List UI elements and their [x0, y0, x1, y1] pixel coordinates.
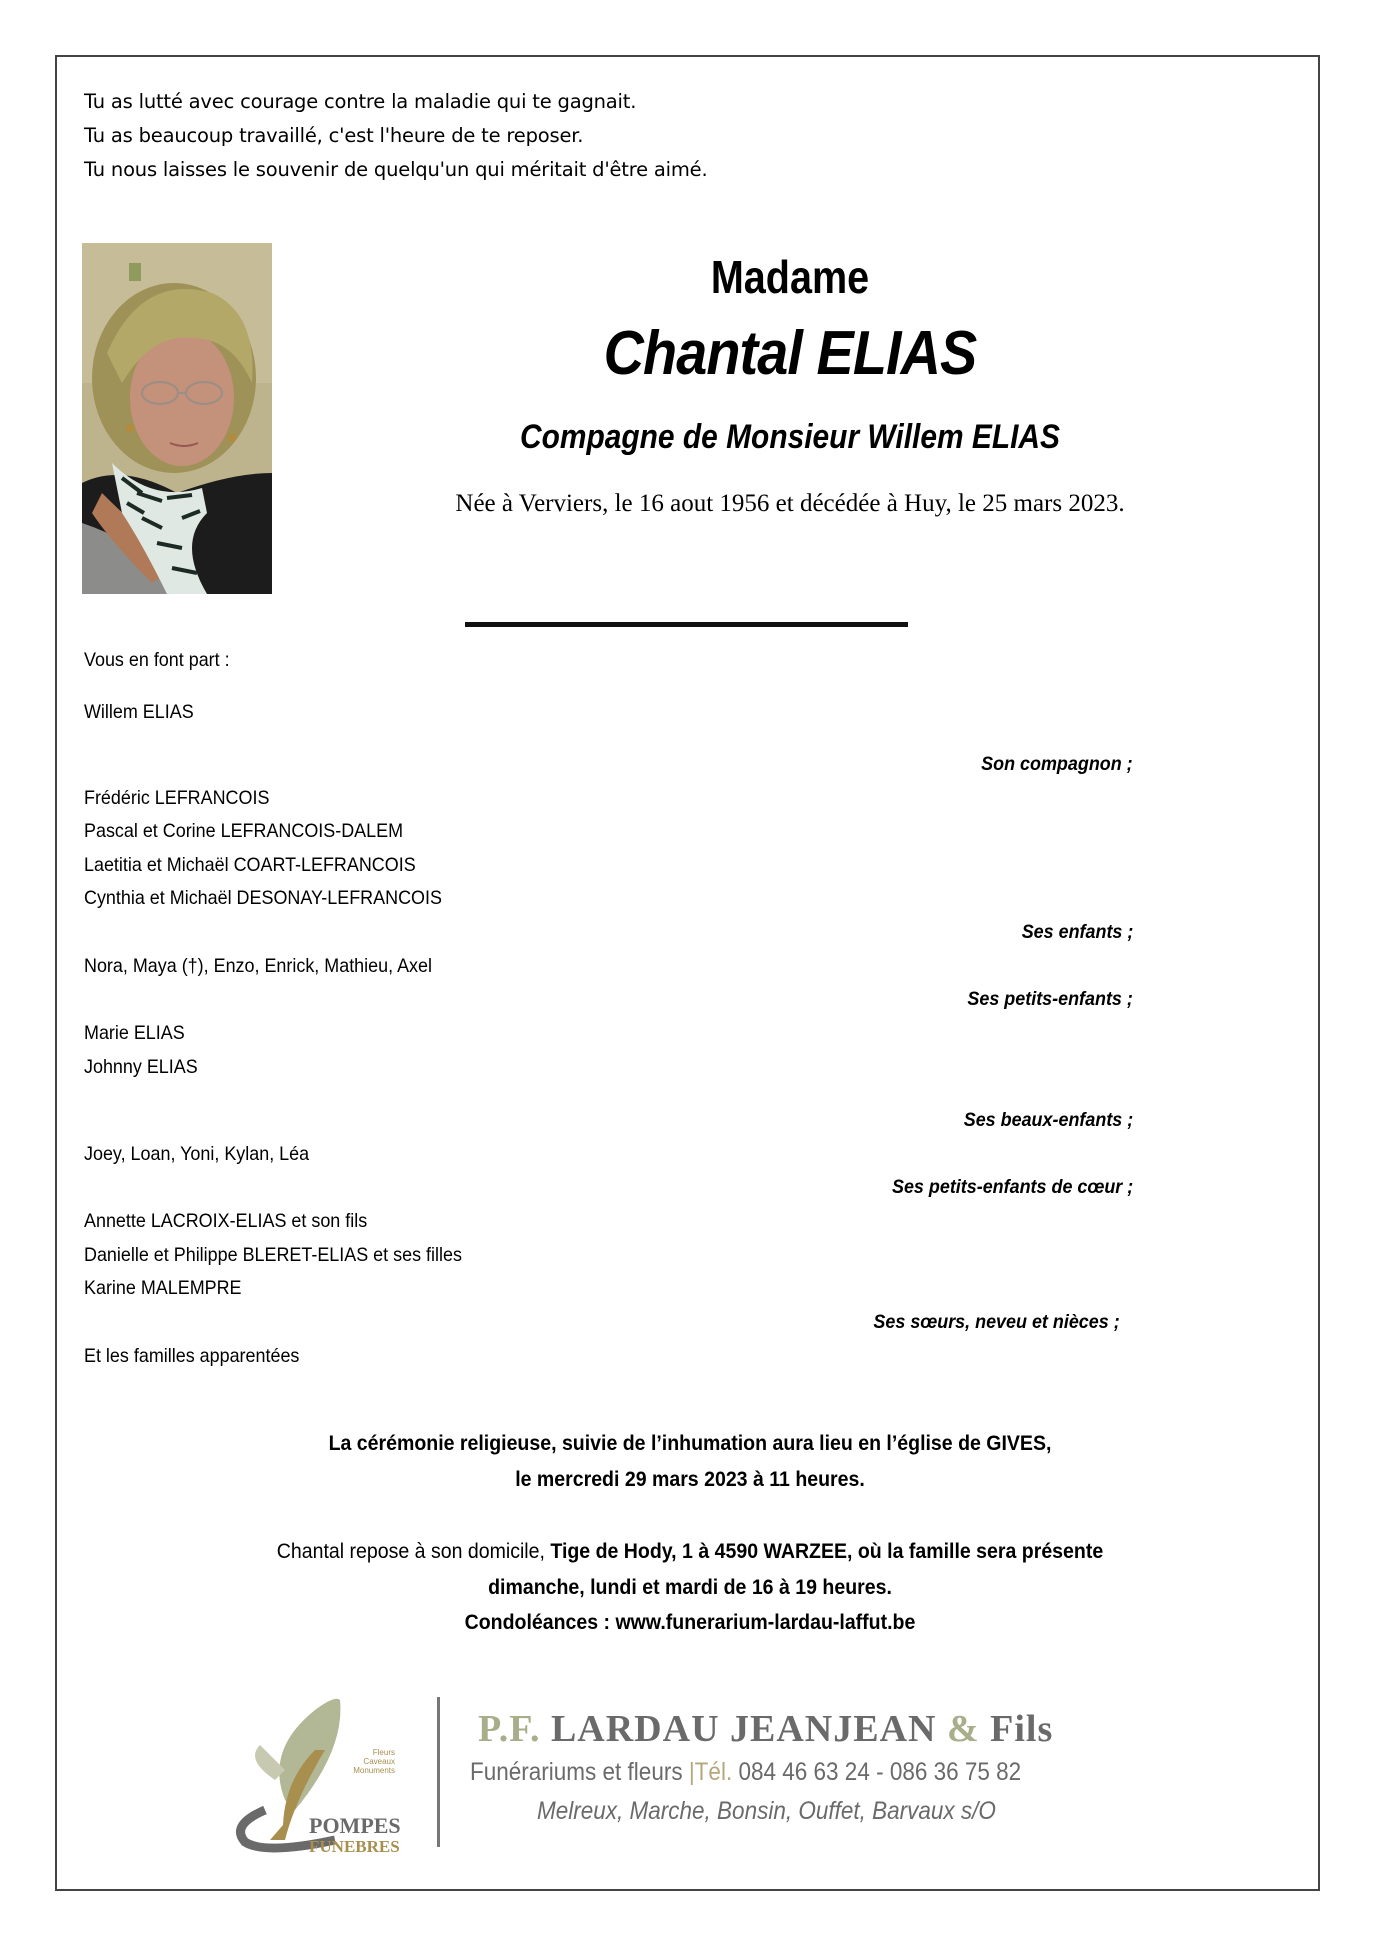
- family-member: Willem ELIAS: [84, 701, 194, 723]
- separator-rule: [465, 622, 908, 627]
- footer-divider: [437, 1697, 440, 1847]
- relation-label: Ses petits-enfants ;: [967, 988, 1133, 1010]
- company-prefix: P.F.: [478, 1708, 541, 1750]
- family-member: Danielle et Philippe BLERET-ELIAS et ses filles: [84, 1244, 462, 1266]
- relation-label: Son compagnon ;: [981, 753, 1133, 775]
- company-locations: Melreux, Marche, Bonsin, Ouffet, Barvaux s/O: [537, 1797, 996, 1825]
- company-contact: [470, 1758, 1021, 1787]
- ceremony-line-2: le mercredi 29 mars 2023 à 11 heures.: [515, 1468, 865, 1491]
- family-member: Laetitia et Michaël COART-LEFRANCOIS: [84, 854, 416, 876]
- leaf-logo-icon: [225, 1690, 450, 1870]
- family-member: Cynthia et Michaël DESONAY-LEFRANCOIS: [84, 887, 442, 909]
- logo-word-funebres: FUNEBRES: [309, 1837, 400, 1856]
- companion-line: Compagne de Monsieur Willem ELIAS: [519, 418, 1061, 456]
- deceased-name: Chantal ELIAS: [603, 319, 977, 388]
- logo-tagline: Fleurs: [372, 1748, 395, 1757]
- family-member: Nora, Maya (†), Enzo, Enrick, Mathieu, Axel: [84, 955, 432, 977]
- logo-tagline: Monuments: [353, 1766, 395, 1775]
- birth-death-dates: Née à Verviers, le 16 aout 1956 et décédée à Huy, le 25 mars 2023.: [455, 490, 1125, 517]
- family-member: Johnny ELIAS: [84, 1056, 198, 1078]
- family-member: Pascal et Corine LEFRANCOIS-DALEM: [84, 820, 404, 842]
- logo-tagline: Caveaux: [363, 1757, 395, 1766]
- poem-line-3: Tu nous laisses le souvenir de quelqu'un qui méritait d'être aimé.: [84, 158, 708, 181]
- company-main-name: LARDAU JEANJEAN: [550, 1708, 937, 1750]
- visitation-address: Tige de Hody, 1 à 4590 WARZEE, où la famille sera présente: [550, 1540, 1104, 1563]
- pompes-funebres-logo: [225, 1690, 450, 1870]
- condolences-link[interactable]: Condoléances : www.funerarium-lardau-laffut.be: [464, 1611, 916, 1634]
- family-member: Annette LACROIX-ELIAS et son fils: [84, 1210, 368, 1232]
- family-member: Marie ELIAS: [84, 1022, 185, 1044]
- poem-line-1: Tu as lutté avec courage contre la maladie qui te gagnait.: [84, 90, 637, 113]
- relation-label: Ses enfants ;: [1021, 921, 1133, 943]
- company-ampersand: &: [946, 1708, 980, 1750]
- family-closing: Et les familles apparentées: [84, 1345, 300, 1367]
- company-suffix: Fils: [990, 1708, 1054, 1750]
- honorific: Madame: [710, 251, 870, 303]
- logo-word-pompes: POMPES: [309, 1813, 401, 1838]
- portrait-photo: [82, 243, 272, 594]
- portrait-image: [82, 243, 272, 594]
- visitation-line: [141, 1540, 1238, 1564]
- poem-line-2: Tu as beaucoup travaillé, c'est l'heure de te reposer.: [84, 124, 584, 147]
- family-member: Joey, Loan, Yoni, Kylan, Léa: [84, 1143, 310, 1165]
- family-intro: Vous en font part :: [84, 649, 230, 671]
- relation-label: Ses sœurs, neveu et nièces ;: [873, 1311, 1120, 1333]
- company-name: [478, 1707, 1053, 1751]
- phone-numbers: 084 46 63 24 - 086 36 75 82: [738, 1758, 1022, 1786]
- relation-label: Ses beaux-enfants ;: [963, 1109, 1133, 1131]
- family-member: Frédéric LEFRANCOIS: [84, 787, 270, 809]
- family-member: Karine MALEMPRE: [84, 1277, 242, 1299]
- relation-label: Ses petits-enfants de cœur ;: [891, 1176, 1133, 1198]
- visitation-hours: dimanche, lundi et mardi de 16 à 19 heures.: [488, 1576, 892, 1599]
- visitation-prefix: Chantal repose à son domicile,: [276, 1540, 551, 1563]
- ceremony-line-1: La cérémonie religieuse, suivie de l’inhumation aura lieu en l’église de GIVES,: [328, 1432, 1052, 1455]
- company-services: Funérariums et fleurs: [470, 1758, 683, 1786]
- tel-label: |Tél.: [688, 1758, 733, 1786]
